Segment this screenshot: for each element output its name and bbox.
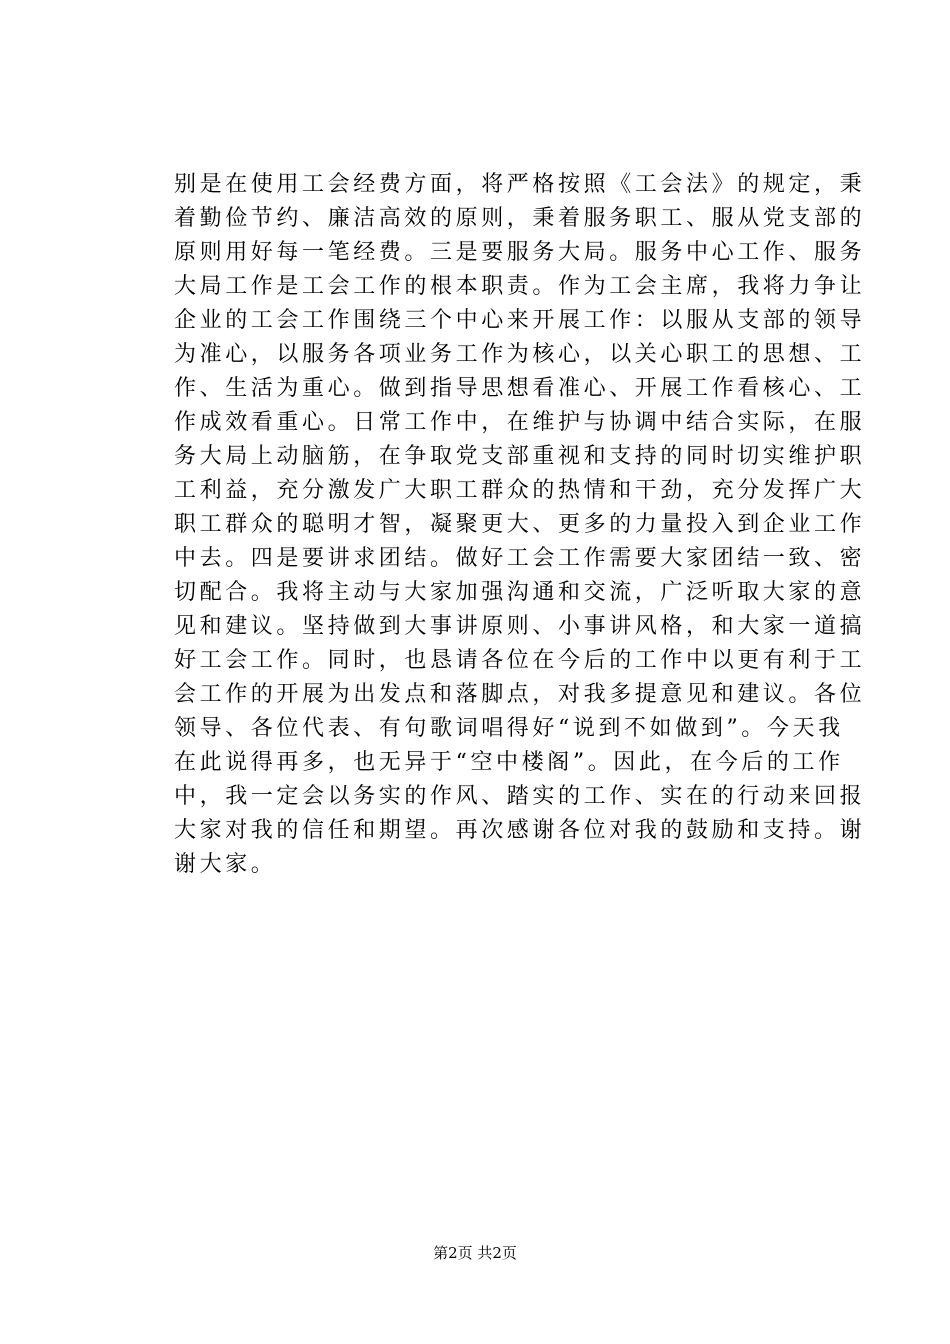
text-line: 工利益，充分激发广大职工群众的热情和干劲，充分发挥广大 [174,478,866,503]
text-line: 务大局上动脑筋，在争取党支部重视和支持的同时切实维护职 [174,444,866,469]
text-line: 原则用好每一笔经费。三是要服务大局。服务中心工作、服务 [174,240,866,265]
text-line: 在此说得再多，也无异于“空中楼阁”。因此，在今后的工作 [174,750,844,775]
text-line: 企业的工会工作围绕三个中心来开展工作：以服从支部的领导 [174,308,866,333]
body-paragraph [174,168,866,882]
page-number-footer: 第2页 共2页 [433,1244,517,1262]
text-line: 着勤俭节约、廉洁高效的原则，秉着服务职工、服从党支部的 [174,206,866,231]
text-line: 大家对我的信任和期望。再次感谢各位对我的鼓励和支持。谢 [174,818,866,843]
text-line: 为准心，以服务各项业务工作为核心，以关心职工的思想、工 [174,342,866,367]
text-line: 好工会工作。同时，也恳请各位在今后的工作中以更有利于工 [174,648,866,673]
text-line: 见和建议。坚持做到大事讲原则、小事讲风格，和大家一道搞 [174,614,866,639]
text-line: 作成效看重心。日常工作中，在维护与协调中结合实际，在服 [174,410,866,435]
text-line: 切配合。我将主动与大家加强沟通和交流，广泛听取大家的意 [174,580,866,605]
text-line: 大局工作是工会工作的根本职责。作为工会主席，我将力争让 [174,274,866,299]
text-line: 别是在使用工会经费方面，将严格按照《工会法》的规定，秉 [174,172,866,197]
text-line: 谢大家。 [174,852,277,877]
text-line: 职工群众的聪明才智，凝聚更大、更多的力量投入到企业工作 [174,512,866,537]
text-line: 领导、各位代表、有句歌词唱得好“说到不如做到”。今天我 [174,716,844,741]
text-line: 会工作的开展为出发点和落脚点，对我多提意见和建议。各位 [174,682,866,707]
text-line: 中去。四是要讲求团结。做好工会工作需要大家团结一致、密 [174,546,866,571]
text-line: 中，我一定会以务实的作风、踏实的工作、实在的行动来回报 [174,784,866,809]
text-line: 作、生活为重心。做到指导思想看准心、开展工作看核心、工 [174,376,866,401]
